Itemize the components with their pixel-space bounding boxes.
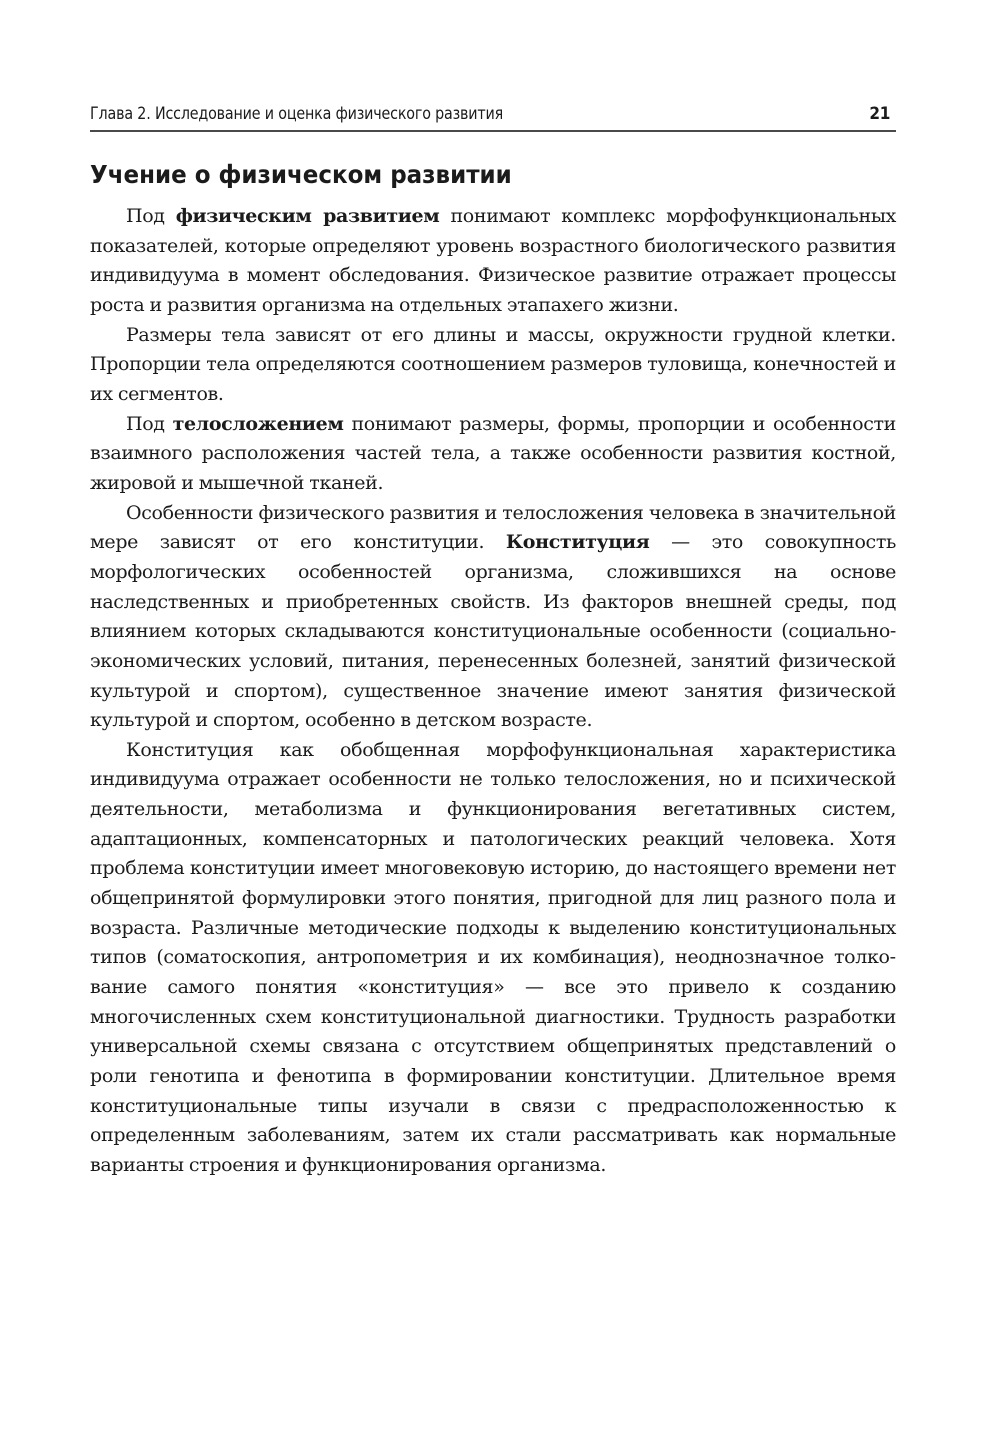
paragraph-text: — это совокупность морфологических особенностей организма, сложившихся на основе наследственных и приобретенных свойств. Из факторов внешней среды, под влиянием которых складываются конституциональные особенности (социально-экономических условий, питания, перенесенных болезней, занятий физической культурой и спортом), существенное значение имеют занятия физической культурой и спортом, особенно в детском возрасте. xyxy=(90,531,896,732)
paragraph-constitution-characteristic xyxy=(90,736,896,1181)
paragraph-text: Под xyxy=(126,205,176,227)
chapter-title: Глава 2. Исследование и оценка физического развития xyxy=(90,104,504,124)
paragraph-text: Под xyxy=(126,412,173,435)
paragraph-physical-development xyxy=(90,202,896,321)
paragraph-body-size xyxy=(90,321,896,410)
paragraph-text: Конституция как обобщенная морфофункциональная характеристика индивидуума отражает особенности не только телосложения, но и психической деятельности, метаболизма и функционирования вегетативных систем, адаптационных, компенсаторных и патологических реакций человека. Хотя проблема конституции имеет многовековую историю, до настоящего времени нет общепринятой формулировки этого понятия, пригодной для лиц разного пола и возраста. Различные методические подходы к выделению конституциональных типов (соматоскопия, антропометрия и их комбинация), неоднозначное толкование самого понятия «конституция» — все это привело к созданию многочисленных схем конституциональной диагностики. Трудность разработки универсальной схемы связана с отсутствием общепринятых представлений о роли генотипа и фенотипа в формировании конституции. Длительное время конституциональные типы изучали в связи с предрасположенностью к определенным заболеваниям, затем их стали рассматривать как нормальные варианты строения и функционирования организма. xyxy=(90,738,896,1176)
running-header xyxy=(90,100,896,132)
paragraph-text: понимают комплекс морфофункциональных показателей, которые определяют уровень возрастного биологического развития индивидуума в момент обследования. Физическое развитие отражает процессы роста и развития организма на отдельных этапахего жизни. xyxy=(90,205,896,316)
body-text xyxy=(90,202,896,1181)
paragraph-text: Размеры тела зависят от его длины и массы, окружности грудной клетки. Пропорции тела определяются соотношением размеров туловища, конечностей и их сегментов. xyxy=(90,323,896,405)
paragraph-body-build xyxy=(90,410,896,499)
paragraph-text: Особенности физического развития и телосложения человека в значительной мере зависят от его конституции. xyxy=(90,501,896,554)
paragraph-constitution-definition xyxy=(90,499,896,736)
term-physical-development: физическим развитием xyxy=(175,205,440,227)
term-body-build: телосложением xyxy=(172,412,344,435)
term-constitution: Конституция xyxy=(505,531,650,554)
section-title: Учение о физическом развитии xyxy=(90,160,512,189)
paragraph-text: понимают размеры, формы, пропорции и особенности взаимного расположения частей тела, а также особенности развития костной, жировой и мышечной тканей. xyxy=(90,412,896,494)
page-number: 21 xyxy=(869,104,890,124)
